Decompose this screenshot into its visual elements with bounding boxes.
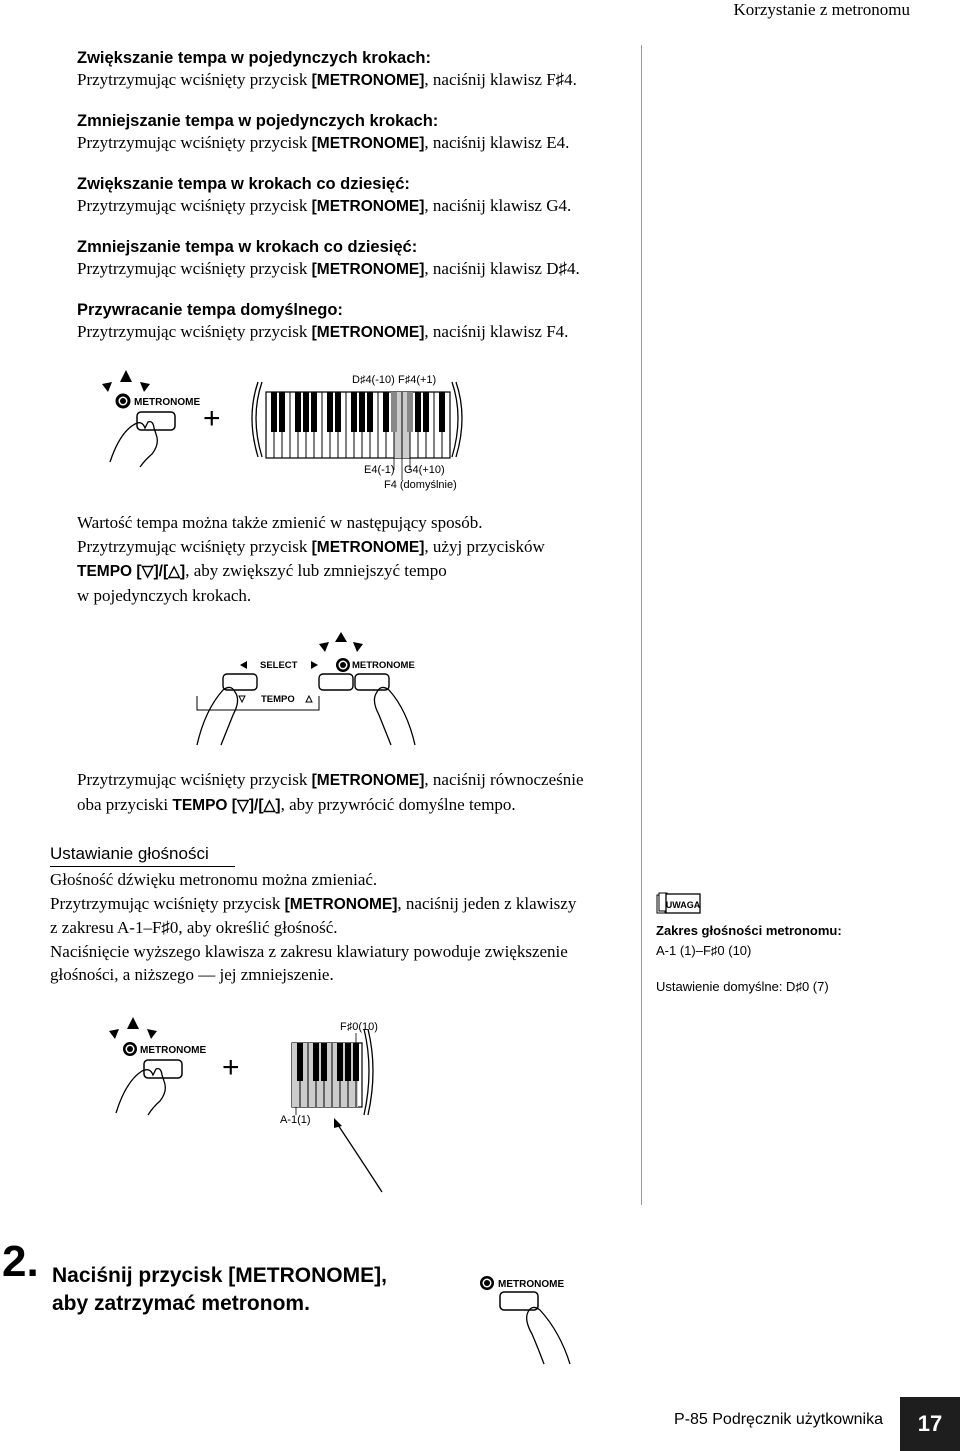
heading-underline (50, 866, 235, 867)
text: , naciśnij klawisz F4. (424, 322, 569, 341)
section-increase-single (77, 47, 637, 92)
left-arrow-icon (240, 661, 247, 669)
text: , użyj przycisków (424, 536, 545, 556)
text-line: Naciśnięcie wyższego klawisza z zakresu klawiatury powoduje zwiększenie (50, 941, 568, 961)
text: Przytrzymując wciśnięty przycisk (77, 196, 312, 215)
text-line (77, 535, 545, 560)
paragraph-volume (50, 868, 576, 987)
button-name: [METRONOME] (311, 324, 425, 341)
text: Przytrzymując wciśnięty przycisk (77, 259, 312, 278)
text: , naciśnij klawisz F♯4. (424, 70, 577, 89)
metronome-button-icon (144, 1060, 182, 1078)
button-name: [METRONOME] (311, 538, 425, 556)
page-number: 17 (900, 1397, 960, 1451)
note-title: Zakres głośności metronomu: (656, 923, 842, 938)
text-line: z zakresu A-1–F♯0, aby określić głośność. (50, 918, 338, 937)
label-a-1: A-1(1) (280, 1114, 311, 1126)
section-title: Przywracanie tempa domyślnego: (77, 301, 343, 319)
note-default: Ustawienie domyślne: D♯0 (7) (656, 979, 829, 994)
text-line: w pojedynczych krokach. (77, 585, 252, 605)
note-icon (656, 891, 702, 915)
page-header-title: Korzystanie z metronomu (733, 0, 910, 19)
up-triangle-icon (306, 696, 312, 702)
text: Przytrzymując wciśnięty przycisk (77, 322, 312, 341)
paragraph-restore-tempo (77, 768, 584, 817)
section-title: Zmniejszanie tempa w pojedynczych krokach: (77, 112, 439, 130)
section-restore-default (77, 299, 637, 344)
hand-icon (527, 1307, 570, 1364)
column-divider (641, 45, 642, 1205)
text-line (77, 768, 584, 793)
text: , naciśnij jeden z klawiszy (397, 893, 577, 913)
label-g4: G4(+10) (404, 464, 445, 476)
tempo-bracket (197, 696, 319, 710)
section-title: Zmniejszanie tempa w krokach co dziesięć: (77, 238, 418, 256)
text-line (77, 793, 584, 818)
tempo-keyboard-figure (90, 362, 480, 497)
text: Przytrzymując wciśnięty przycisk (50, 893, 285, 913)
step-instruction (52, 1262, 387, 1318)
button-name: [METRONOME] (311, 72, 425, 89)
section-title: Zwiększanie tempa w pojedynczych krokach: (77, 49, 431, 67)
button-name: [METRONOME] (311, 135, 425, 152)
section-text (77, 195, 637, 218)
text: , naciśnij klawisz D♯4. (424, 259, 580, 278)
note-icon-label: UWAGA (665, 900, 701, 910)
label-f4-default: F4 (domyślnie) (384, 479, 457, 491)
button-name: TEMPO [▽]/[△] (77, 563, 186, 580)
sound-icon (109, 1017, 157, 1039)
text-line: Głośność dźwięku metronomu można zmieniać. (50, 870, 378, 889)
metronome-button-icon (137, 412, 175, 430)
metronome-label: METRONOME (498, 1279, 565, 1290)
text: oba przyciski (77, 794, 173, 814)
button-name: [METRONOME] (311, 261, 425, 278)
label-fsharp0: F♯0(10) (340, 1021, 378, 1033)
button-name: [METRONOME] (284, 895, 398, 913)
sound-icon (319, 632, 363, 652)
tempo-label: TEMPO (261, 694, 295, 705)
section-text (77, 69, 637, 92)
button-name: [METRONOME] (311, 198, 425, 215)
metronome-press-figure (470, 1268, 590, 1368)
section-increase-ten (77, 173, 637, 218)
right-arrow-icon (311, 661, 318, 669)
metronome-label: METRONOME (352, 660, 415, 671)
button-name: TEMPO [▽]/[△] (172, 796, 281, 814)
left-hand-icon (197, 687, 238, 745)
section-decrease-single (77, 110, 637, 155)
step-line: Naciśnij przycisk [METRONOME], (52, 1264, 387, 1287)
label-dsharp4: D♯4(-10) (352, 374, 395, 386)
down-triangle-icon (239, 696, 245, 702)
arrow-icon (330, 1118, 390, 1198)
note-range: A-1 (1)–F♯0 (10) (656, 943, 752, 958)
text-line: głośności, a niższego — jej zmniejszenie. (50, 965, 334, 984)
text: , aby przywrócić domyślne tempo. (280, 794, 516, 814)
button-name: [METRONOME] (311, 772, 425, 789)
text: Przytrzymując wciśnięty przycisk (77, 133, 312, 152)
plus-sign: + (222, 1051, 240, 1084)
section-text (77, 132, 637, 155)
select-tempo-metronome-figure (185, 630, 425, 755)
text: Przytrzymując wciśnięty przycisk (77, 770, 312, 789)
paragraph-alt-tempo (77, 511, 545, 607)
text: , naciśnij klawisz G4. (424, 196, 572, 215)
step-number: 2. (2, 1237, 39, 1286)
text: Przytrzymując wciśnięty przycisk (77, 70, 312, 89)
label-fsharp4: F♯4(+1) (398, 374, 437, 386)
right-hand-icon (374, 687, 415, 745)
volume-keyboard-figure (100, 1015, 380, 1135)
label-e4: E4(-1) (364, 464, 395, 476)
volume-heading: Ustawianie głośności (50, 844, 209, 863)
text-line: Wartość tempa można także zmienić w następujący sposób. (77, 513, 483, 532)
tempo-up-button-icon (319, 674, 353, 690)
section-text (77, 321, 637, 344)
text-line (50, 892, 576, 917)
plus-sign: + (203, 402, 221, 435)
section-text (77, 258, 637, 281)
footer-manual-title: P-85 Podręcznik użytkownika (674, 1411, 883, 1428)
sound-icon (102, 370, 150, 392)
text: , aby zwiększyć lub zmniejszyć tempo (185, 561, 447, 580)
piano-keyboard-icon (292, 1029, 373, 1115)
metronome-label: METRONOME (134, 397, 201, 408)
step-line: aby zatrzymać metronom. (52, 1292, 310, 1315)
text: , naciśnij klawisz E4. (424, 133, 570, 152)
text: Przytrzymując wciśnięty przycisk (77, 536, 312, 556)
section-title: Zwiększanie tempa w krokach co dziesięć: (77, 175, 410, 193)
text: , naciśnij równocześnie (424, 770, 584, 789)
select-label: SELECT (260, 660, 298, 671)
text-line (77, 559, 545, 584)
metronome-label: METRONOME (140, 1045, 207, 1056)
section-decrease-ten (77, 236, 637, 281)
